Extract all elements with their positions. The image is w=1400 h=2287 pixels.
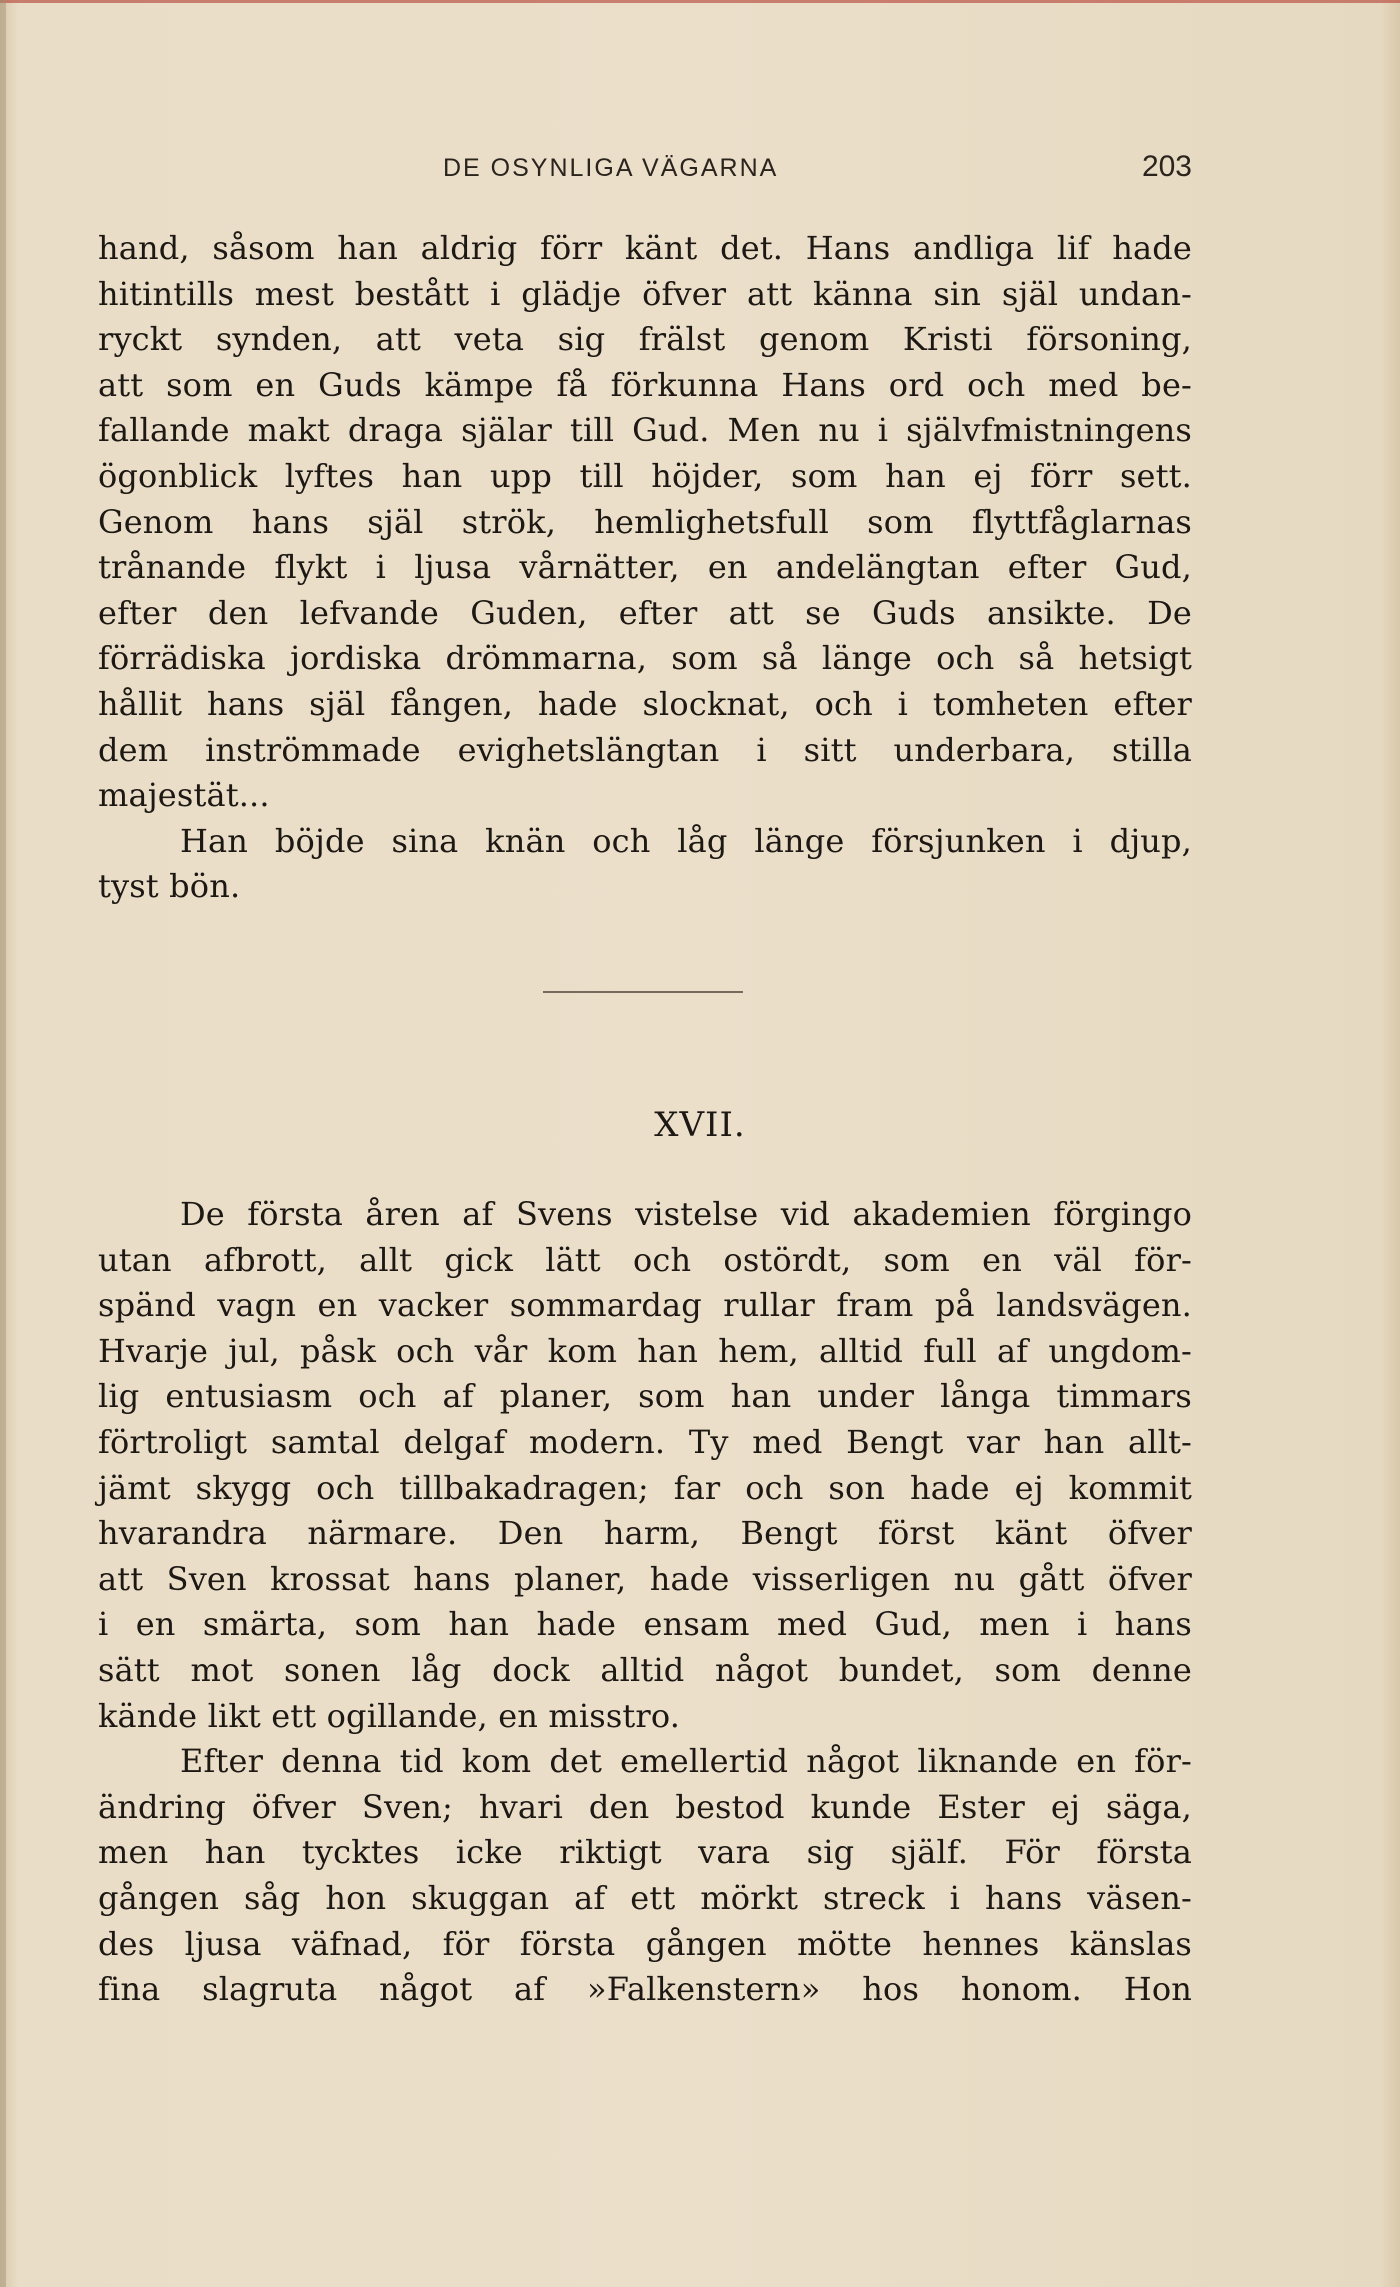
- text-line: De första åren af Svens vistelse vid akademien förgingo: [180, 1195, 1192, 1233]
- running-header-title: DE OSYNLIGA VÄGARNA: [443, 154, 779, 182]
- text-line: i en smärta, som han hade ensam med Gud, men i hans: [98, 1605, 1192, 1644]
- text-line: des ljusa väfnad, för första gången mötte hennes känslas: [98, 1924, 1192, 1963]
- page-number: 203: [1141, 150, 1192, 183]
- text-line: förtroligt samtal delgaf modern. Ty med Bengt var han allt-: [98, 1422, 1192, 1461]
- text-line: fina slagruta något af »Falkenstern» hos honom. Hon: [98, 1970, 1192, 2009]
- text-line: Han böjde sina knän och låg länge försjunken i djup,: [180, 821, 1192, 860]
- text-line: Hvarje jul, påsk och vår kom han hem, alltid full af ungdom-: [98, 1331, 1192, 1370]
- text-line: trånande flykt i ljusa vårnätter, en andelängtan efter Gud,: [98, 548, 1192, 587]
- paragraph-3: [98, 1192, 1192, 2013]
- text-line: gången såg hon skuggan af ett mörkt streck i hans väsen-: [98, 1878, 1192, 1917]
- text-line: ögonblick lyftes han upp till höjder, som han ej förr sett.: [98, 456, 1192, 495]
- text-line: efter den lefvande Guden, efter att se Guds ansikte. De: [98, 593, 1192, 632]
- scan-border-line: [0, 0, 1400, 3]
- text-line: fallande makt draga själar till Gud. Men nu i självfmistningens: [98, 411, 1192, 450]
- text-line: ryckt synden, att veta sig frälst genom Kristi försoning,: [98, 320, 1192, 359]
- text-line: dem inströmmade evighetslängtan i sitt underbara, stilla: [98, 730, 1192, 769]
- text-line: men han tycktes icke riktigt vara sig själf. För första: [98, 1833, 1192, 1872]
- text-line: sätt mot sonen låg dock alltid något bundet, som denne: [98, 1650, 1192, 1689]
- text-line: jämt skygg och tillbakadragen; far och son hade ej kommit: [98, 1468, 1192, 1507]
- text-line: ändring öfver Sven; hvari den bestod kunde Ester ej säga,: [98, 1787, 1192, 1826]
- text-line: förrädiska jordiska drömmarna, som så länge och så hetsigt: [98, 639, 1192, 678]
- text-line: lig entusiasm och af planer, som han under långa timmars: [98, 1377, 1192, 1416]
- text-line: att Sven krossat hans planer, hade visserligen nu gått öfver: [98, 1559, 1192, 1598]
- running-header: [98, 150, 1192, 190]
- text-line: tyst bön.: [98, 867, 241, 906]
- paragraph-1: [98, 226, 1192, 910]
- text-line: spänd vagn en vacker sommardag rullar fram på landsvägen.: [98, 1286, 1192, 1325]
- text-line: Genom hans själ strök, hemlighetsfull som flyttfåglarnas: [98, 502, 1192, 541]
- text-line: att som en Guds kämpe få förkunna Hans ord och med be-: [98, 365, 1192, 404]
- text-line: hitintills mest bestått i glädje öfver att känna sin själ undan-: [98, 274, 1192, 313]
- text-line: kände likt ett ogillande, en misstro.: [98, 1696, 681, 1735]
- text-line: majestät...: [98, 776, 270, 815]
- text-line: hållit hans själ fången, hade slocknat, och i tomheten efter: [98, 684, 1192, 723]
- text-line: hand, såsom han aldrig förr känt det. Hans andliga lif hade: [98, 229, 1192, 267]
- text-line: utan afbrott, allt gick lätt och ostördt, som en väl för-: [98, 1240, 1192, 1279]
- text-line: hvarandra närmare. Den harm, Bengt först känt öfver: [98, 1514, 1192, 1553]
- text-line: Efter denna tid kom det emellertid något liknande en för-: [180, 1742, 1192, 1781]
- section-divider: [543, 991, 743, 993]
- chapter-heading: XVII.: [654, 1105, 746, 1145]
